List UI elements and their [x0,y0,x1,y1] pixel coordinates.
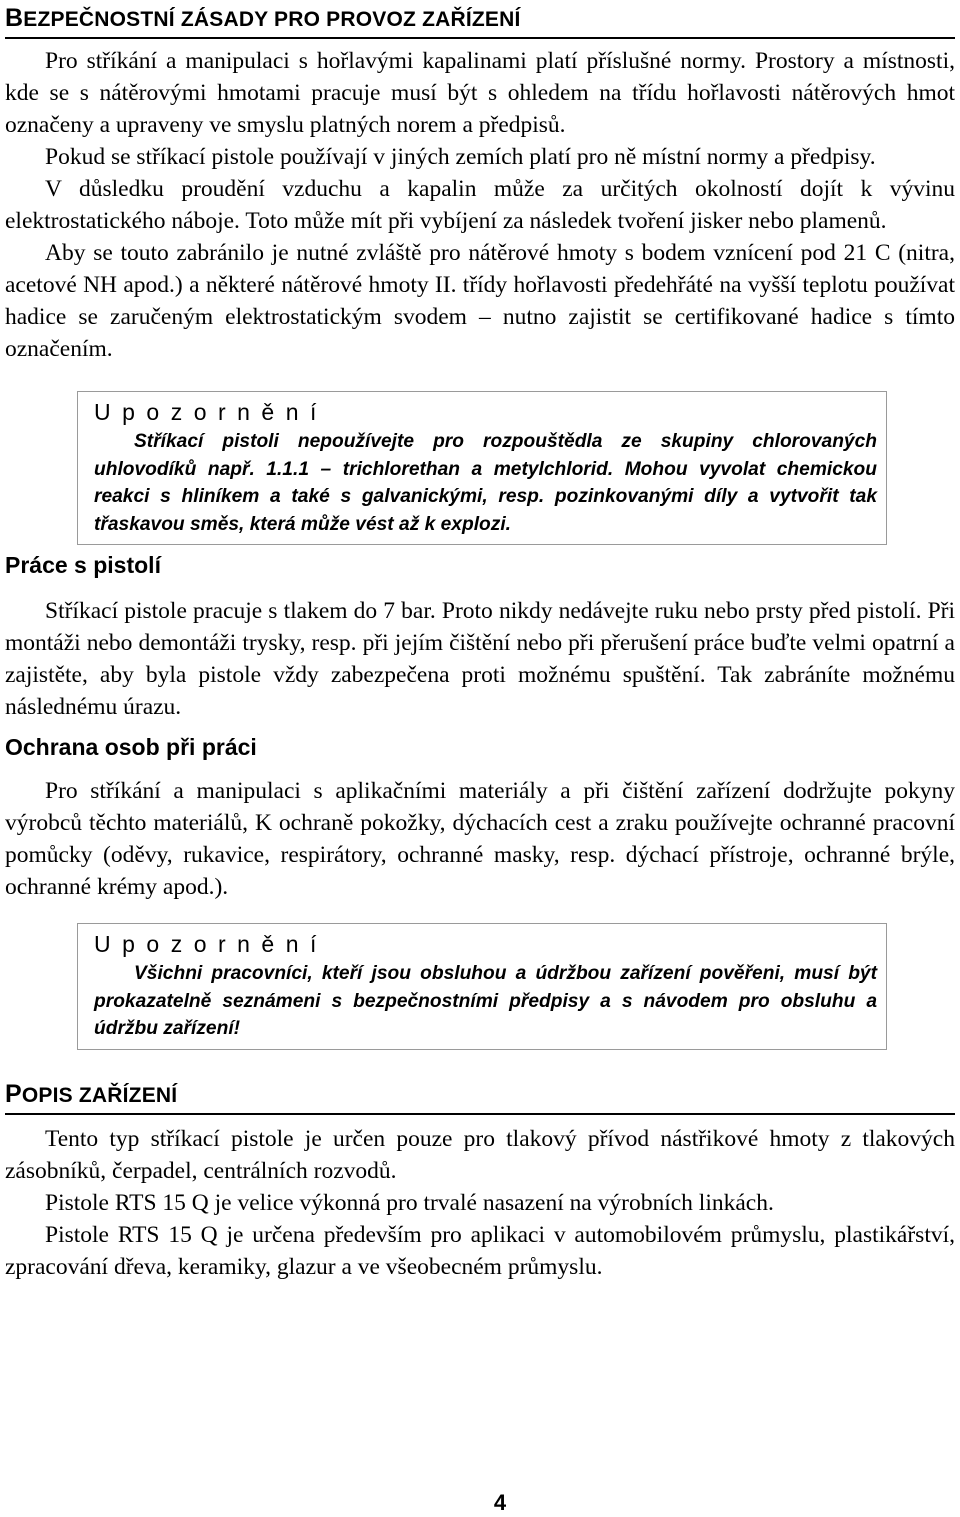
warning-title: Upozornění [94,399,328,425]
subsection-title-protection: Ochrana osob při práci [5,734,257,760]
section-title-cap: B [5,4,24,32]
warning-text: Stříkací pistoli nepoužívejte pro rozpouštědla ze skupiny chlorovaných uhlovodíků např. 1.1.1 – trichlorethan a metylchlorid. Mohou vyvolat chemickou reakci s hliníkem a také s galvanickými, resp. pozinkovanými díly a vytvořit tak třaskavou směs, která může vést až k explozi. [94,431,877,535]
work-paragraph: Stříkací pistole pracuje s tlakem do 7 bar. Proto nikdy nedávejte ruku nebo prsty před pistolí. Při montáži nebo demontáži trysky, resp. při jejím čištění nebo při přerušení práce buďte velmi opatrní a zajistěte, aby byla pistole vždy zabezpečena proti možnému spuštění. Tak zabráníte možnému následnému úrazu. [5,598,955,720]
safety-paragraph-1: Pro stříkání a manipulaci s hořlavými kapalinami platí příslušné normy. Prostory a místnosti, kde se s nátěrovými hmotami pracuje musí být s ohledem na třídu hořlavosti nátěrových hmot označeny a upraveny ve smyslu platných norem a předpisů. [5,48,955,138]
page-number: 4 [493,1490,507,1515]
subsection-title-work: Práce s pistolí [5,552,161,578]
section-title-safety [5,0,955,39]
warning-box-personnel [77,923,887,1050]
warning-title: Upozornění [94,931,328,957]
warning-text: Všichni pracovníci, kteří jsou obsluhou a údržbou zařízení pověřeni, musí být prokazatelně seznámeni s bezpečnostními předpisy a s návodem pro obsluhu a údržbu zařízení! [94,963,877,1039]
safety-paragraph-2: Pokud se stříkací pistole používají v jiných zemích platí pro ně místní normy a předpisy. [45,144,876,170]
document-page [5,0,955,1283]
section-title-text: EZPEČNOSTNÍ ZÁSADY PRO PROVOZ ZAŘÍZENÍ [23,8,521,31]
warning-box-chlorinated [77,391,887,545]
section-title-text: OPIS ZAŘÍZENÍ [21,1083,178,1107]
section-title-cap: P [5,1079,22,1108]
section-title-description [5,1076,955,1115]
description-paragraph-3: Pistole RTS 15 Q je určena především pro aplikaci v automobilovém průmyslu, plastikářství, zpracování dřeva, keramiky, glazur a ve všeobecném průmyslu. [5,1221,955,1280]
safety-paragraph-3: V důsledku proudění vzduchu a kapalin může za určitých okolností dojít k vývinu elektrostatického náboje. Toto může mít při vybíjení za následek tvoření jisker nebo plamenů. [5,176,955,234]
description-paragraph-1: Tento typ stříkací pistole je určen pouze pro tlakový přívod nástřikové hmoty z tlakových zásobníků, čerpadel, centrálních rozvodů. [5,1125,955,1184]
description-paragraph-2: Pistole RTS 15 Q je velice výkonná pro trvalé nasazení na výrobních linkách. [45,1189,774,1216]
safety-paragraph-4: Aby se touto zabránilo je nutné zvláště pro nátěrové hmoty s bodem vznícení pod 21 C (nitra, acetové NH apod.) a některé nátěrové hmoty II. třídy hořlavosti předehřáté na vyšší teplotu používat hadice se zaručeným elektrostatickým svodem – nutno zajistit se certifikované hadice s tímto označením. [5,240,955,362]
protection-paragraph: Pro stříkání a manipulaci s aplikačními materiály a při čištění zařízení dodržujte pokyny výrobců těchto materiálů, K ochraně pokožky, dýchacích cest a zraku používejte ochranné pracovní pomůcky (oděvy, rukavice, respirátory, ochranné masky, resp. dýchací přístroje, ochranné brýle, ochranné krémy apod.). [5,778,955,900]
